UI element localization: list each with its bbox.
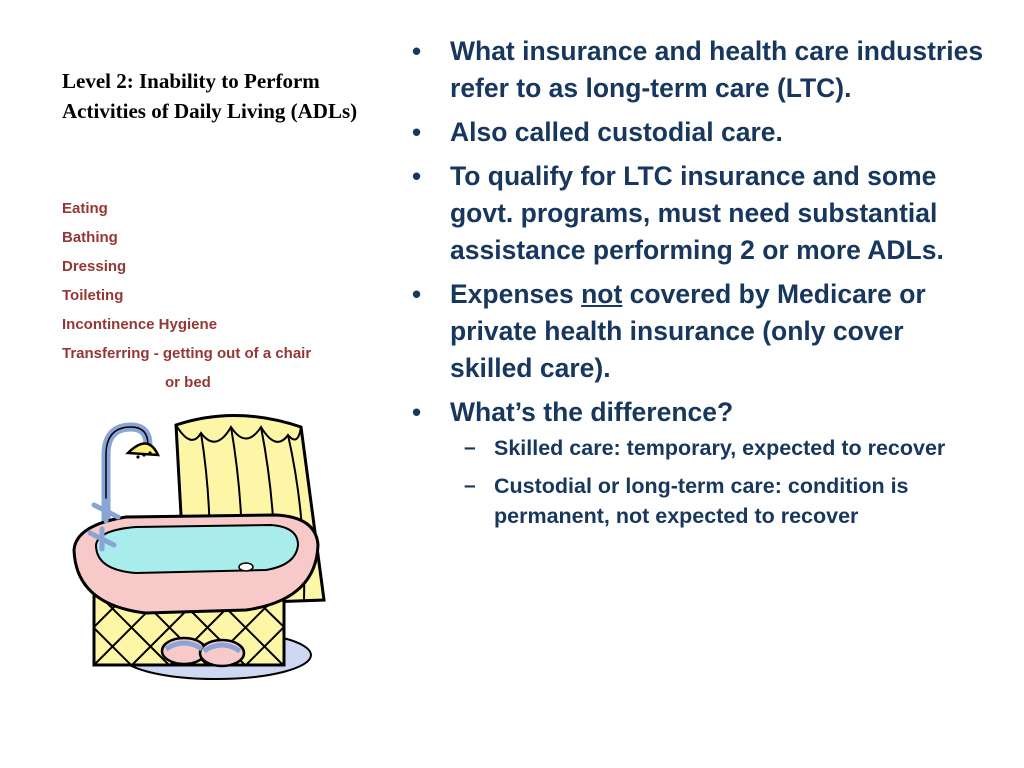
sub-bullet-skilled-care bbox=[450, 433, 990, 463]
adl-item-toileting: Toileting bbox=[62, 287, 124, 304]
adl-list bbox=[62, 194, 382, 397]
bullet-mark: • bbox=[412, 117, 422, 147]
bullet-text: To qualify for LTC insurance and some govt. programs, must need substantial assistance performing 2 or more ADLs. bbox=[450, 161, 944, 265]
sub-bullet-custodial-care bbox=[450, 471, 990, 531]
difference-sublist bbox=[450, 433, 990, 531]
soap-bar bbox=[239, 563, 253, 571]
bullet-text: What insurance and health care industries refer to as long-term care (LTC). bbox=[450, 36, 984, 103]
slide-title: Level 2: Inability to Perform Activities of Daily Living (ADLs) bbox=[62, 69, 358, 123]
expenses-rest: covered by Medicare or private health insurance (only cover skilled care). bbox=[450, 279, 926, 383]
dash-mark: – bbox=[464, 436, 476, 459]
bullet-mark: • bbox=[412, 397, 422, 427]
content-bullets bbox=[410, 33, 990, 539]
tub-water bbox=[96, 525, 298, 573]
bullet-text: Also called custodial care. bbox=[450, 117, 783, 147]
bullet-mark: • bbox=[412, 161, 422, 191]
sub-bullet-text: Custodial or long-term care: condition is permanent, not expected to recover bbox=[494, 474, 909, 528]
bullet-difference bbox=[410, 394, 990, 531]
sub-bullet-text: Skilled care: temporary, expected to recover bbox=[494, 436, 946, 460]
bullet-text bbox=[450, 279, 926, 383]
adl-item-bathing: Bathing bbox=[62, 229, 118, 246]
dash-mark: – bbox=[464, 474, 476, 497]
bullet-mark: • bbox=[412, 279, 422, 309]
adl-item-dressing: Dressing bbox=[62, 258, 127, 275]
adl-item-incontinence-hygiene: Incontinence Hygiene bbox=[62, 316, 218, 333]
adl-item-eating: Eating bbox=[62, 200, 108, 217]
shower-head bbox=[128, 443, 158, 455]
bullet-mark: • bbox=[412, 36, 422, 66]
expenses-lead: Expenses bbox=[450, 279, 582, 309]
not-emphasis: not bbox=[581, 279, 623, 309]
bullet-qualify bbox=[410, 158, 990, 269]
adl-item-transferring: Transferring - getting out of a chair bbox=[62, 345, 312, 362]
adl-item-transferring-continued: or bed bbox=[165, 374, 211, 391]
bullet-text: What’s the difference? bbox=[450, 397, 734, 427]
bathtub-illustration bbox=[66, 405, 326, 690]
bullet-ltc-definition bbox=[410, 33, 990, 107]
bullet-expenses bbox=[410, 276, 990, 387]
bullet-custodial-care bbox=[410, 114, 990, 151]
